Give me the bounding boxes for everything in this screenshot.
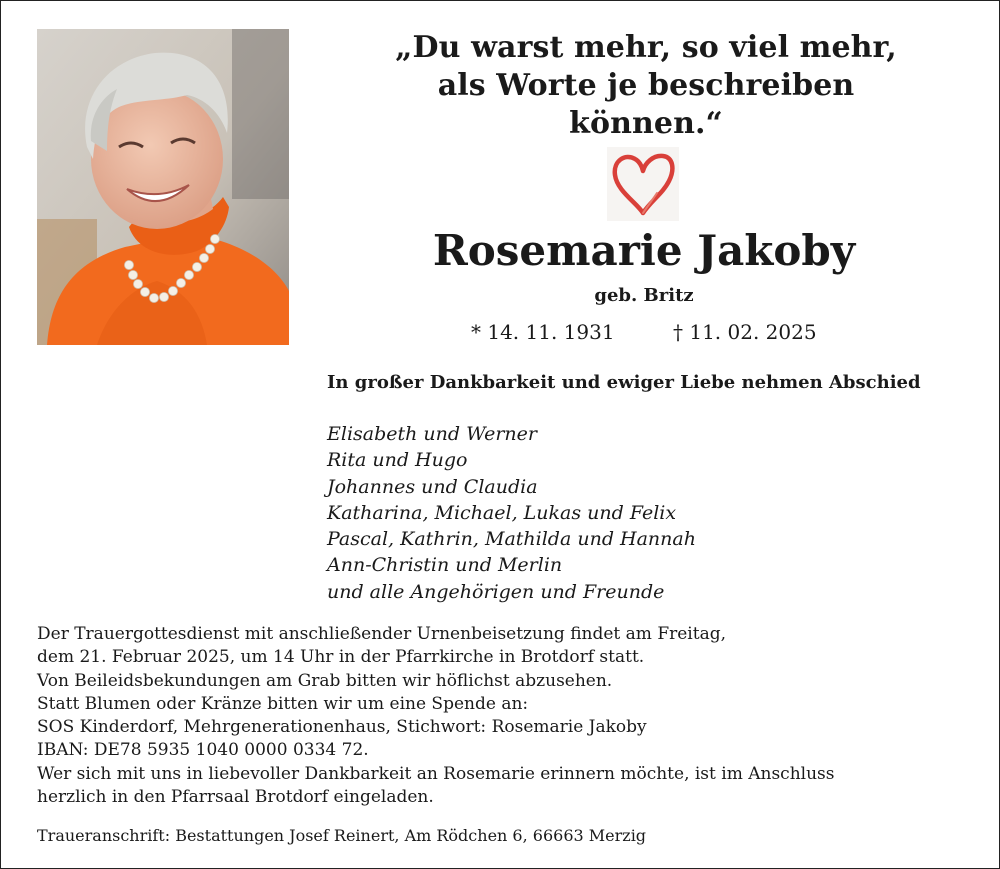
quote-line: können.“ xyxy=(569,106,723,141)
quote-line: als Worte je beschreiben xyxy=(437,68,855,103)
mourners-list xyxy=(327,421,927,605)
portrait-image xyxy=(37,29,289,345)
death-date: † 11. 02. 2025 xyxy=(673,320,817,344)
portrait-photo xyxy=(37,29,289,345)
info-line: Der Trauergottesdienst mit anschließender Urnenbeisetzung findet am Freitag, xyxy=(37,624,726,644)
mourner-line: und alle Angehörigen und Freunde xyxy=(327,580,665,603)
mourner-line: Rita und Hugo xyxy=(327,449,468,472)
info-line: SOS Kinderdorf, Mehrgenerationenhaus, Stichwort: Rosemarie Jakoby xyxy=(37,717,647,738)
memorial-quote xyxy=(381,29,911,143)
service-information xyxy=(37,623,967,809)
birth-name: geb. Britz xyxy=(594,285,694,306)
deceased-name: Rosemarie Jakoby xyxy=(432,226,856,275)
mourner-line: Elisabeth und Werner xyxy=(327,423,537,445)
info-line: IBAN: DE78 5935 1040 0000 0334 72. xyxy=(37,740,369,761)
quote-line: „Du warst mehr, so viel mehr, xyxy=(395,30,897,65)
info-line: Wer sich mit uns in liebevoller Dankbarkeit an Rosemarie erinnern möchte, ist im Anschluss xyxy=(37,763,835,784)
info-line: Statt Blumen oder Kränze bitten wir um eine Spende an: xyxy=(37,693,529,714)
mourner-line: Johannes und Claudia xyxy=(327,475,538,498)
heart-icon xyxy=(607,147,679,221)
info-line: Von Beileidsbekundungen am Grab bitten wir höflichst abzusehen. xyxy=(37,670,613,691)
birth-date: * 14. 11. 1931 xyxy=(471,320,615,344)
mourning-address: Traueranschrift: Bestattungen Josef Reinert, Am Rödchen 6, 66663 Merzig xyxy=(37,826,647,845)
mourner-line: Ann-Christin und Merlin xyxy=(327,554,563,577)
mourner-line: Katharina, Michael, Lukas und Felix xyxy=(327,501,677,524)
info-line: dem 21. Februar 2025, um 14 Uhr in der Pfarrkirche in Brotdorf statt. xyxy=(37,647,645,668)
farewell-heading: In großer Dankbarkeit und ewiger Liebe nehmen Abschied xyxy=(327,372,921,393)
mourner-line: Pascal, Kathrin, Mathilda und Hannah xyxy=(327,528,696,551)
info-line: herzlich in den Pfarrsaal Brotdorf eingeladen. xyxy=(37,787,434,808)
